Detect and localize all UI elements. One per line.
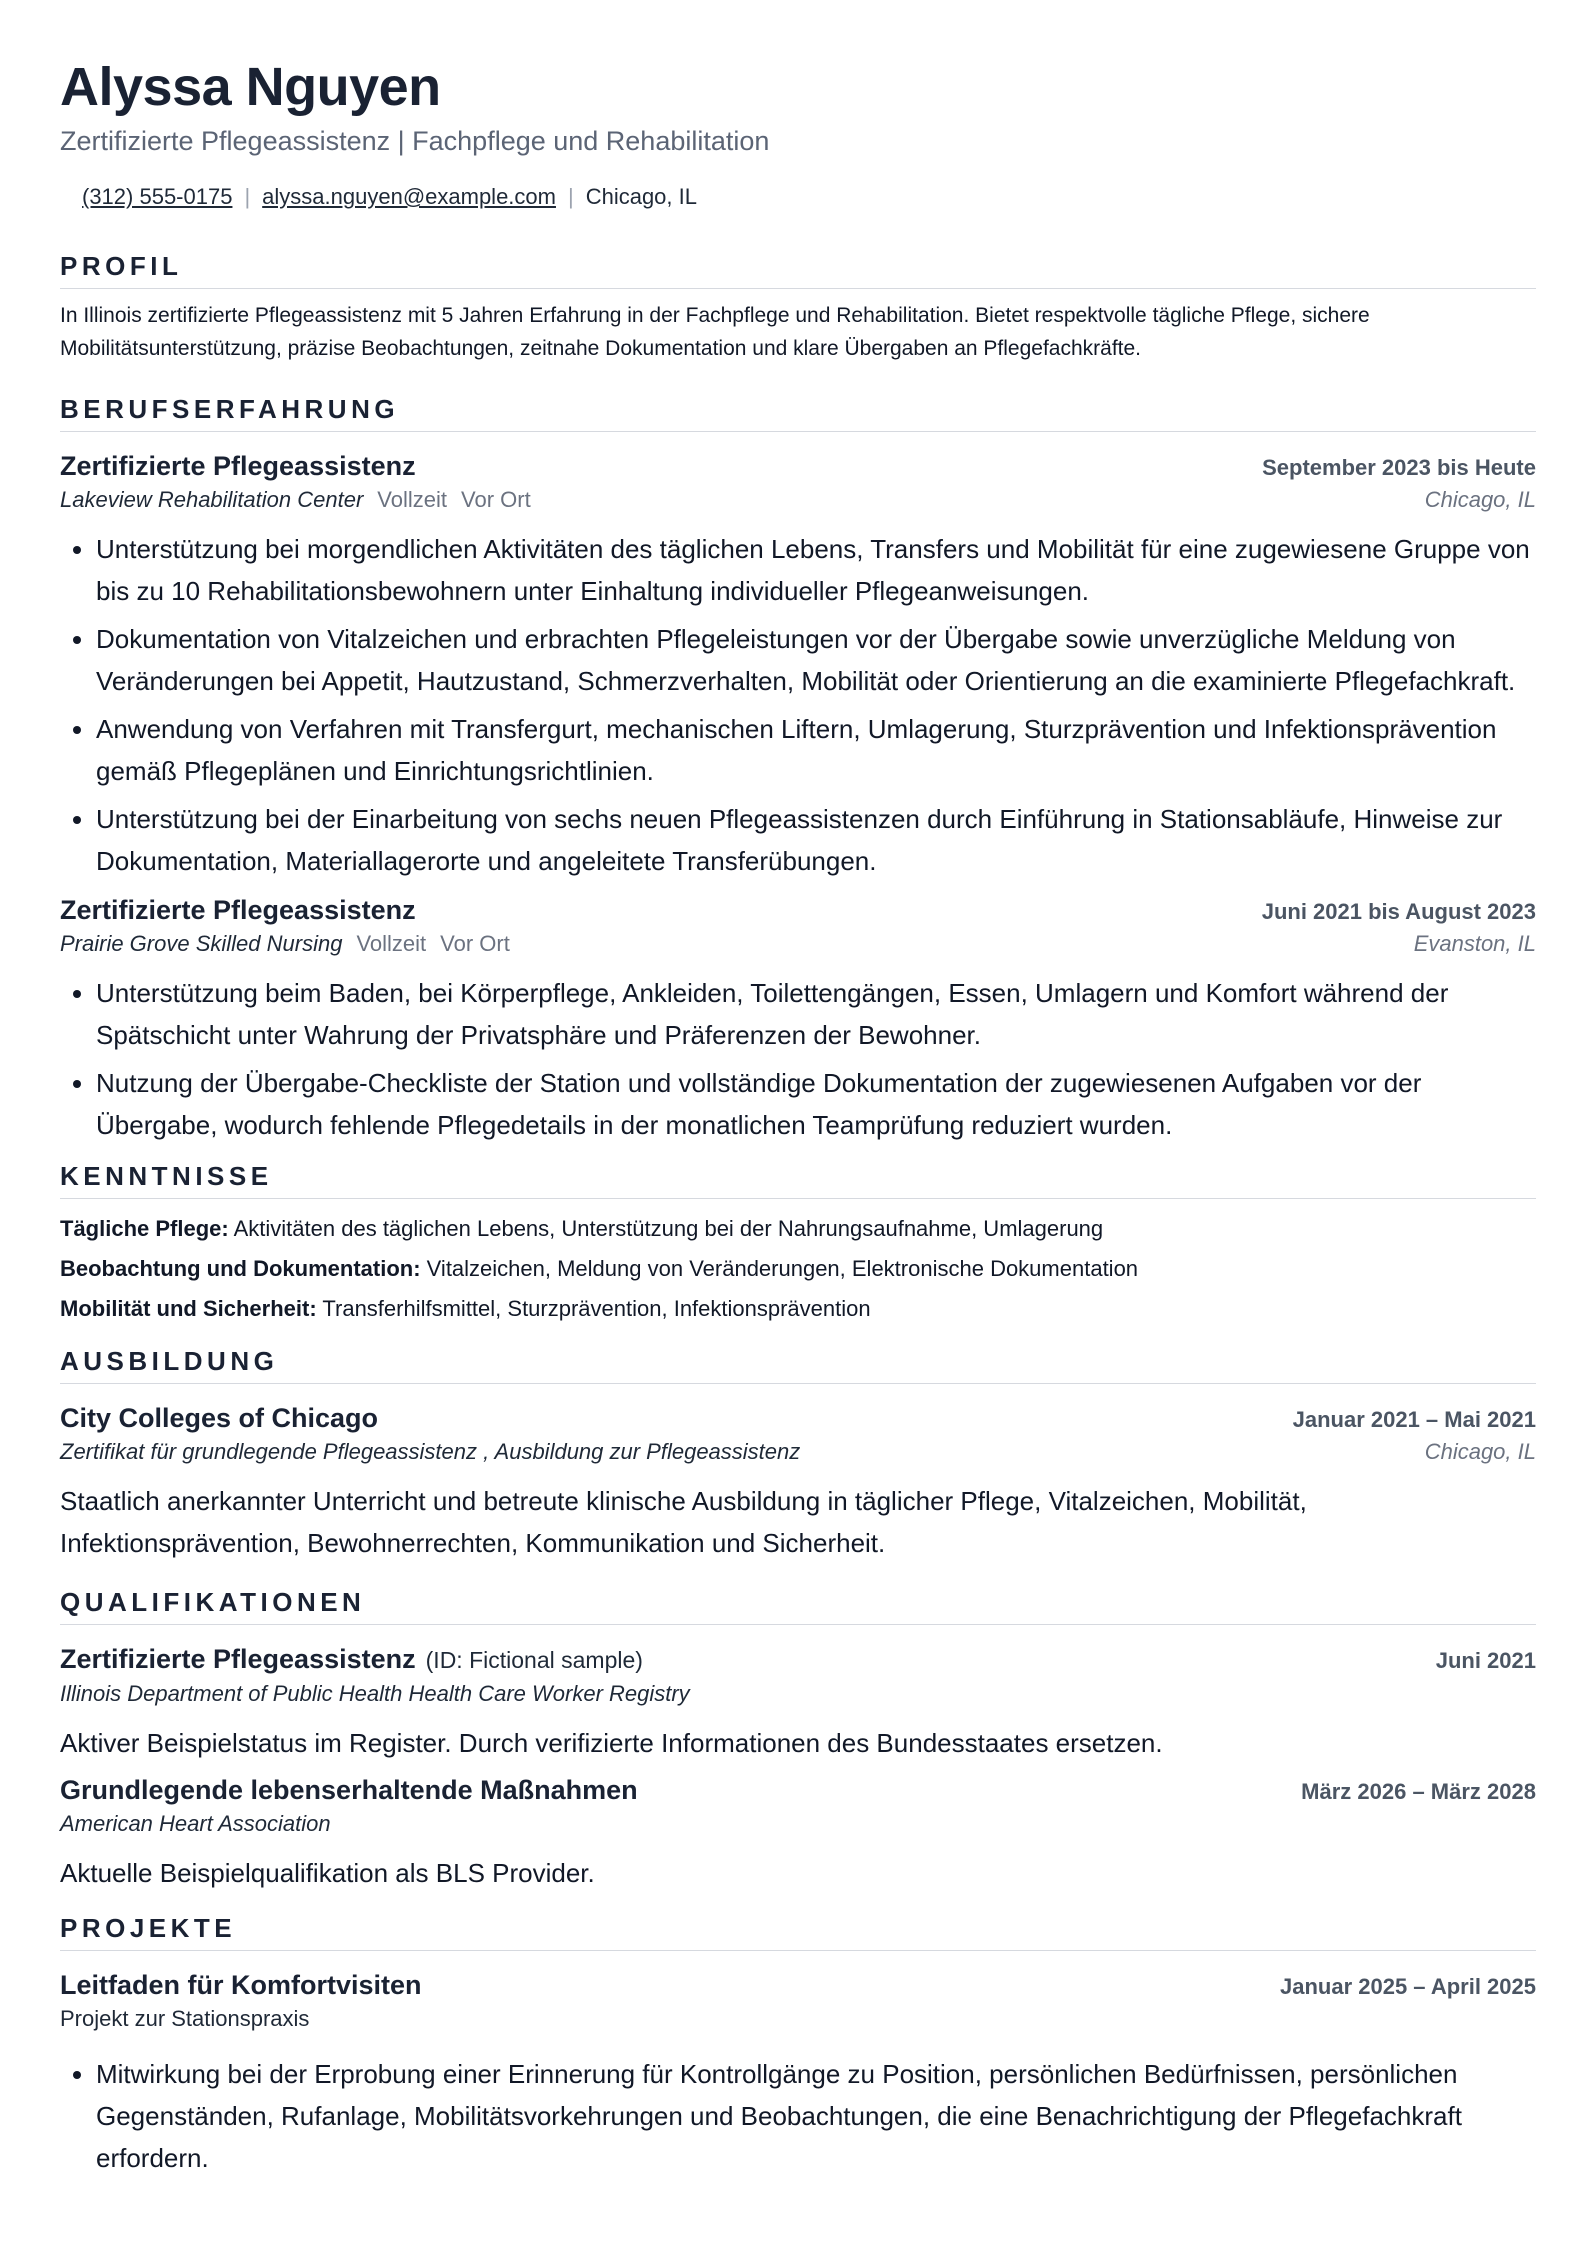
job-bullets — [60, 972, 1536, 1146]
qualification-entry — [60, 1772, 1536, 1894]
list-item: • Unterstützung bei morgendlichen Aktivitäten des täglichen Lebens, Transfers und Mobilität für eine zugewiesene Gruppe von bis zu 10 Rehabilitationsbewohnern unter Einhaltung individueller Pflegeanweisungen. — [96, 528, 1536, 612]
list-item: • Unterstützung beim Baden, bei Körperpflege, Ankleiden, Toilettengängen, Essen, Umlagern und Komfort während der Spätschicht unter Wahrung der Privatsphäre und Präferenzen der Bewohner. — [96, 972, 1536, 1056]
skill-line — [60, 1249, 1536, 1289]
skill-value: Transferhilfsmittel, Sturzprävention, Infektionsprävention — [322, 1296, 871, 1321]
job-location: Chicago, IL — [1424, 487, 1536, 512]
qualification-id: (ID: Fictional sample) — [425, 1647, 643, 1673]
qualification-entry — [60, 1641, 1536, 1764]
qualification-issuer: American Heart Association — [60, 1811, 331, 1836]
profile-text: In Illinois zertifizierte Pflegeassistenz mit 5 Jahren Erfahrung in der Fachpflege und Rehabilitation. Bietet respektvolle tägliche Pflege, sichere Mobilitätsunterstützung, präzise Beobachtungen, zeitnahe Dokumentation und klare Übergaben an Pflegefachkräfte. — [60, 304, 1370, 360]
job-date: September 2023 bis Heute — [1262, 455, 1536, 480]
contact-line — [60, 182, 1536, 212]
phone-link[interactable]: (312) 555-0175 — [82, 184, 233, 209]
project-entry — [60, 1967, 1536, 2179]
list-item: • Dokumentation von Vitalzeichen und erbrachten Pflegeleistungen vor der Übergabe sowie unverzügliche Meldung von Veränderungen bei Appetit, Hautzustand, Schmerzverhalten, Mobilität oder Orientierung an die examinierte Pflegefachkraft. — [96, 618, 1536, 702]
school-name: City Colleges of Chicago — [60, 1403, 379, 1433]
employer: Lakeview Rehabilitation Center — [60, 487, 364, 512]
job-title: Zertifizierte Pflegeassistenz — [60, 451, 416, 481]
employment-type: Vollzeit — [377, 487, 448, 512]
section-title-profile: PROFIL — [60, 250, 1536, 289]
employment-type: Vollzeit — [356, 931, 427, 956]
list-item: • Unterstützung bei der Einarbeitung von sechs neuen Pflegeassistenzen durch Einführung in Stationsabläufe, Hinweise zur Dokumentation, Materiallagerorte und angeleitete Transferübungen. — [96, 798, 1536, 882]
job-date: Juni 2021 bis August 2023 — [1261, 899, 1536, 924]
qualification-description: Aktuelle Beispielqualifikation als BLS Provider. — [60, 1858, 595, 1888]
list-item: • Anwendung von Verfahren mit Transfergurt, mechanischen Liftern, Umlagerung, Sturzprävention und Infektionsprävention gemäß Pflegeplänen und Einrichtungsrichtlinien. — [96, 708, 1536, 792]
email-link[interactable]: alyssa.nguyen@example.com — [262, 184, 556, 209]
skill-label: Mobilität und Sicherheit: — [60, 1296, 317, 1321]
contact-location: Chicago, IL — [585, 184, 697, 209]
candidate-name: Alyssa Nguyen — [60, 57, 441, 117]
work-mode: Vor Ort — [461, 487, 531, 512]
education-date: Januar 2021 – Mai 2021 — [1292, 1407, 1536, 1432]
work-mode: Vor Ort — [440, 931, 510, 956]
project-subtitle: Projekt zur Stationspraxis — [60, 2006, 310, 2031]
skills-list — [60, 1209, 1536, 1329]
skill-value: Aktivitäten des täglichen Lebens, Unterstützung bei der Nahrungsaufnahme, Umlagerung — [233, 1216, 1104, 1241]
candidate-subtitle: Zertifizierte Pflegeassistenz | Fachpflege und Rehabilitation — [60, 126, 770, 156]
qualification-date: Juni 2021 — [1435, 1648, 1536, 1673]
section-title-qualifications: QUALIFIKATIONEN — [60, 1586, 1536, 1625]
job-location: Evanston, IL — [1413, 931, 1536, 956]
contact-separator: | — [244, 184, 251, 209]
list-item: • Nutzung der Übergabe-Checkliste der Station und vollständige Dokumentation der zugewiesenen Aufgaben vor der Übergabe, wodurch fehlende Pflegedetails in der monatlichen Teamprüfung reduziert wurden. — [96, 1062, 1536, 1146]
education-description: Staatlich anerkannter Unterricht und betreute klinische Ausbildung in täglicher Pflege, Vitalzeichen, Mobilität, Infektionsprävention, Bewohnerrechten, Kommunikation und Sicherheit. — [60, 1486, 1307, 1558]
list-item: • Mitwirkung bei der Erprobung einer Erinnerung für Kontrollgänge zu Position, persönlichen Bedürfnissen, persönlichen Gegenständen, Rufanlage, Mobilitätsvorkehrungen und Beobachtungen, die eine Benachrichtigung der Pflegefachkraft erfordern. — [96, 2053, 1536, 2179]
project-bullets — [60, 2053, 1536, 2179]
skill-line — [60, 1209, 1536, 1249]
qualification-description: Aktiver Beispielstatus im Register. Durch verifizierte Informationen des Bundesstaates ersetzen. — [60, 1728, 1163, 1758]
qualification-issuer: Illinois Department of Public Health Health Care Worker Registry — [60, 1681, 690, 1706]
job-title: Zertifizierte Pflegeassistenz — [60, 895, 416, 925]
experience-entry — [60, 892, 1536, 1146]
skill-line — [60, 1289, 1536, 1329]
section-title-experience: BERUFSERFAHRUNG — [60, 393, 1536, 432]
degree: Zertifikat für grundlegende Pflegeassistenz , Ausbildung zur Pflegeassistenz — [60, 1439, 801, 1464]
employer: Prairie Grove Skilled Nursing — [60, 931, 343, 956]
job-bullets — [60, 528, 1536, 882]
skill-label: Tägliche Pflege: — [60, 1216, 229, 1241]
project-date: Januar 2025 – April 2025 — [1279, 1974, 1536, 1999]
project-title: Leitfaden für Komfortvisiten — [60, 1970, 422, 2000]
section-title-skills: KENNTNISSE — [60, 1160, 1536, 1199]
skill-value: Vitalzeichen, Meldung von Veränderungen, Elektronische Dokumentation — [426, 1256, 1139, 1281]
education-location: Chicago, IL — [1424, 1439, 1536, 1464]
education-entry — [60, 1400, 1536, 1564]
skill-label: Beobachtung und Dokumentation: — [60, 1256, 421, 1281]
qualification-date: März 2026 – März 2028 — [1301, 1779, 1536, 1804]
qualification-title: Grundlegende lebenserhaltende Maßnahmen — [60, 1775, 638, 1805]
section-title-projects: PROJEKTE — [60, 1912, 1536, 1951]
contact-separator: | — [567, 184, 574, 209]
experience-entry — [60, 448, 1536, 882]
section-title-education: AUSBILDUNG — [60, 1345, 1536, 1384]
qualification-title: Zertifizierte Pflegeassistenz — [60, 1644, 416, 1674]
